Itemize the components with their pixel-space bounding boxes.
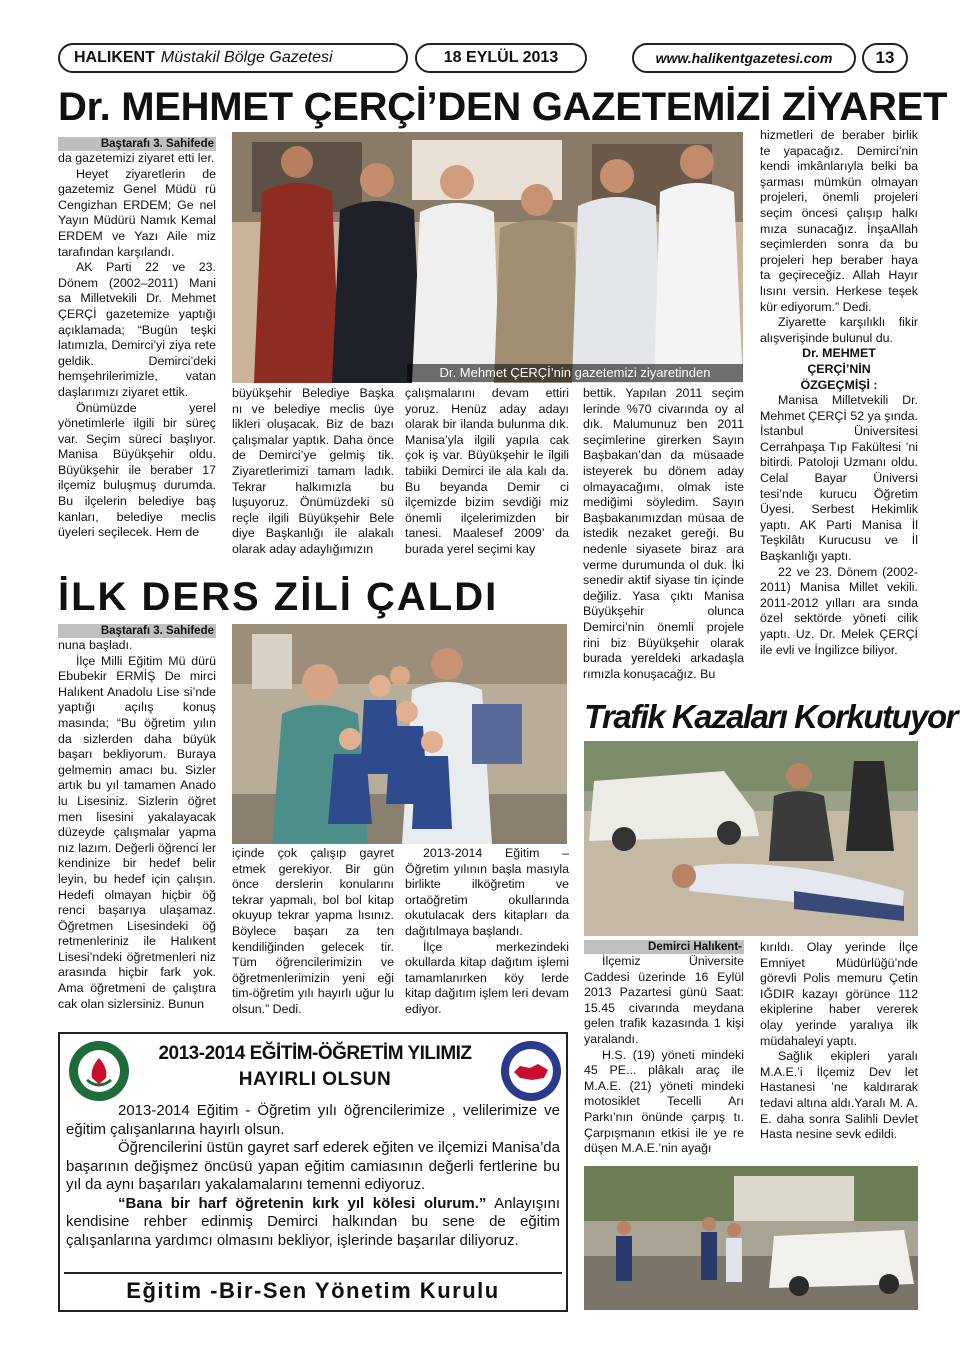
ad-paragraph-3-text: Anlayışını kendisine rehber edinmiş Demirci halkından bu sene de eğitim çalışanlarına yardımcı olmasını bekliyor, işlerinde başarılar diliyoruz. bbox=[66, 1194, 560, 1249]
article1-photo-caption: Dr. Mehmet ÇERÇİ’nin gazetemizi ziyaretinden bbox=[407, 364, 743, 382]
article2-column-3 bbox=[405, 846, 569, 1022]
article2-source: Baştarafı 3. Sahifede bbox=[58, 624, 216, 638]
paragraph: içinde çok çalışıp gayret etmek gerekiyor. Bir gün önce derslerin konularını tekrar yapmalı, bol bol kitap okuyup tekrar yapma lısınız. Böylece başarı za ten kendiliğinden gelecek tir. Tüm öğrencilerimizin ve öğretmenlerimizin yeni eği tim-öğretim yılı hayırlı uğur lu olsun.” Dedi. bbox=[232, 846, 394, 1016]
paper-tagline: Müstakil Bölge Gazetesi bbox=[160, 49, 333, 66]
paragraph: kırıldı. Olay yerinde İlçe Emniyet Müdürlüğü’nde görevli Polis memuru Çetin IĞDIR kazayı görünce 112 ekiplerine haber vererek olay yerinde yaralıya ilk müdahaleyi yaptı. bbox=[760, 940, 918, 1048]
paragraph: çalışmalarını devam ettiri yoruz. Henüz aday adayı olarak bir ilanda bulunma dık. Manisa’yla ilgili yapıla cak çok iş var. Büyükşehir le ilgili tabiiki Demirci ile ala kalı da. Bu beyanda Demir ci ilçemizde bizim sevdiği miz önemli ilçelerimizden bir tanesi. Maalesef 2009’ da burada yerel seçimi kay bbox=[405, 386, 569, 556]
paragraph: Ziyarette karşılıklı fikir alışverişinde bulunul du. bbox=[760, 315, 918, 345]
ad-title-line-2: HAYIRLI OLSUN bbox=[238, 1069, 392, 1090]
ad-box bbox=[58, 1032, 568, 1312]
masthead-paper-name bbox=[58, 43, 408, 73]
article2-headline: İLK DERS ZİLİ ÇALDI bbox=[58, 575, 499, 619]
paragraph: Önümüzde yerel yönetimlerle ilgili bir süreç var. Seçim süreci başlıyor. Manisa Büyükşehir oldu. Büyükşehir ile beraber 17 ilçemiz buluşmuş durumda. Bu ilçelerin belediye baş kanları, belediye meclis üyeleri seçilecek. Hem de bbox=[58, 400, 216, 540]
accident-photo-illustration bbox=[584, 741, 918, 936]
union-logo-icon bbox=[500, 1040, 562, 1102]
ad-signature: Eğitim -Bir-Sen Yönetim Kurulu bbox=[64, 1272, 562, 1308]
paragraph: Sağlık ekipleri yaralı M.A.E.’i İlçemiz Dev let Hastanesi ’ne kaldırarak tedavi altına aldı.Yaralı M. A. E. daha sonra Salihli Devlet Hasta nesine sevk edildi. bbox=[760, 1049, 918, 1142]
article1-column-1 bbox=[58, 151, 216, 569]
ad-title-line-1: 2013-2014 EĞİTİM-ÖĞRETİM YILIMIZ bbox=[158, 1043, 472, 1064]
article2-column-2 bbox=[232, 846, 394, 1022]
paragraph: AK Parti 22 ve 23. Dönem (2002–2011) Mani sa Milletvekili Dr. Mehmet ÇERÇİ gazetemize yaptığı açıklamada; “Bugün teşki latımızla, Demirci’yi ziya rete geldik. Demirci’deki hemşehrilerimizle, vatan daşlarımızı ziyaret ettik. bbox=[58, 260, 216, 399]
paragraph: 22 ve 23. Dönem (2002-2011) Manisa Millet vekili. 2011-2012 yılları ara sında özel sektörde yöneti cilik yaptı. Uz. Dr. Melek ÇERÇİ ile evli ve İngilizce biliyor. bbox=[760, 564, 918, 657]
article3-photo-2 bbox=[584, 1166, 918, 1310]
article1-headline: Dr. MEHMET ÇERÇİ’DEN GAZETEMİZİ ZİYARET bbox=[58, 85, 948, 129]
paragraph: Heyet ziyaretlerin de gazetemiz Genel Müdü rü Cengizhan ERDEM; Ge nel Yayın Müdürü Namık Kemal ERDEM ve Yazı Aile miz tarafından karşılandı. bbox=[58, 166, 216, 259]
article3-photo bbox=[584, 741, 918, 936]
article1-source: Baştarafı 3. Sahifede bbox=[58, 137, 216, 151]
article3-column-2 bbox=[760, 940, 918, 1162]
union-logo-icon bbox=[68, 1040, 130, 1102]
ad-paragraph-2: Öğrencilerini üstün gayret sarf ederek eğiten ve ilçemizi Manisa’da başarının değişmez öncüsü yapan eğitim camiasının değerli fertlerine bu yıl da aynı başarıları yakalamalarını temenni ediyoruz. bbox=[66, 1139, 560, 1193]
paragraph: H.S. (19) yöneti mindeki 45 PE... plâkalı araç ile M.A.E. (21) yöneti mindeki motosiklet Tecelli Arı Parkı’nın önünde çarpış tı. Çarpışmanın etkisi ile ye re düşen M.A.E.’nin ayağı bbox=[584, 1047, 744, 1156]
bio-title: Dr. MEHMET ÇERÇİ’NİN ÖZGEÇMİŞİ : bbox=[800, 346, 878, 392]
group-photo-illustration bbox=[232, 132, 743, 383]
paragraph: nuna başladı. bbox=[58, 638, 133, 652]
paper-name: HALIKENT bbox=[74, 49, 155, 66]
paragraph: hizmetleri de beraber birlik te yapacağız. Demirci’nin kendi imkânlarıyla belki ba şarması mümkün olmayan projeleri, önemli projeleri seçim öncesi çalışıp halkı mıza sunacağız. İnşaAllah seçimlerden sonra da bu projeleri hep beraber haya ta geçireceğiz. Allah Hayır lısını versin. Herkese teşek kür ediyorum.” Dedi. bbox=[760, 128, 918, 314]
article3-source: Demirci Halıkent- bbox=[584, 940, 744, 954]
paragraph: İlçemiz Üniversite Caddesi üzerinde 16 Eylül 2013 Pazartesi günü Saat: 15.45 civarında meydana gelen trafik kazasında 1 kişi yaralandı. bbox=[584, 954, 744, 1046]
paragraph: İlçe merkezindeki okullarda kitap dağıtım işlemi tamamlanırken köy lerde kitap dağıtım işlem leri devam ediyor. bbox=[405, 939, 569, 1016]
paragraph: 2013-2014 Eğitim – Öğretim yılının başla masıyla birlikte ilköğretim ve ortaöğretim okullarında okutulacak ders kitapları da dağıtılmaya başlandı. bbox=[405, 846, 569, 938]
paragraph: İlçe Milli Eğitim Mü dürü Ebubekir ERMİŞ De mirci Halıkent Anadolu Lise si’nde yaptığı açılış konuş masında; “Bu öğretim yılın da sizlerden daha büyük başarı bekliyorum. Buraya gelmemin amacı bu. Sizler artık bu yıl tamamen Anado lu Lisesiniz. Sizlerin öğret men lisesini yakalayacak düzeyde çalışmalar yapma nız lazım. Değerli öğrenci ler kendinize bir hedef belir leyin, bu hedef için çalışın. Hedefi olmayan hiçbir öğ renci başarıya ulaşamaz. Öğretmen Lisesindeki öğ retmenleriniz ile Halıkent Lisesi’ndeki öğretmenleri niz arasında hiçbir fark yok. Ama öğretmeni de çalıştıra cak olan sizlersiniz. Bunun bbox=[58, 653, 216, 1011]
memur-sen-logo bbox=[500, 1040, 562, 1102]
masthead-website[interactable]: www.halikentgazetesi.com bbox=[632, 43, 856, 73]
ad-quote: “Bana bir harf öğretenin kırk yıl kölesi olurum.” bbox=[118, 1194, 487, 1212]
article1-column-5 bbox=[760, 128, 918, 688]
school-photo-illustration bbox=[232, 624, 567, 844]
paragraph: Manisa Milletvekili Dr. Mehmet ÇERÇİ 52 ya şında. İstanbul Üniversitesi Cerrahpaşa Tıp Fakültesi ’ni bitirdi. Patoloji Uzmanı oldu. Celal Bayar Üniversi tesi’nde kurucu Öğretim Üyesi. Serbest Hekimlik yaptı. AK Parti Manisa İl Teşkilâtı Kurucusu ve İl Başkanlığı yaptı. bbox=[760, 393, 918, 564]
egitim-bir-sen-logo bbox=[68, 1040, 130, 1102]
page-number: 13 bbox=[862, 43, 908, 73]
article1-column-3 bbox=[405, 386, 569, 569]
article1-column-2 bbox=[232, 386, 394, 569]
street-photo-illustration bbox=[584, 1166, 918, 1310]
article3-column-1 bbox=[584, 954, 744, 1162]
masthead-date: 18 EYLÜL 2013 bbox=[415, 43, 587, 73]
paragraph: da gazetemizi ziyaret etti ler. bbox=[58, 151, 215, 165]
article2-column-1 bbox=[58, 638, 216, 1022]
article1-photo bbox=[232, 132, 743, 383]
article3-headline: Trafik Kazaları Korkutuyor bbox=[584, 698, 958, 735]
article2-photo bbox=[232, 624, 567, 844]
ad-paragraph-1: 2013-2014 Eğitim - Öğretim yılı öğrencilerimize , velilerimize ve eğitim çalışanlarına hayırlı olsun. bbox=[66, 1102, 560, 1138]
ad-body bbox=[66, 1102, 560, 1250]
paragraph: bettik. Yapılan 2011 seçim lerinde %70 civarında oy al dık. Malumunuz ben 2011 seçimlerine girerken Sayın Başbakan’dan da müsaade isteyerek bu dönem aday olmayacağımı, olmak iste mediğimi söyledim. Sayın Başbakanımızdan müsaa de istedik nezaket gereği. Bu nedenle siyasete biraz ara verme durumunda ol duk. İki senedir aktif siyase tin içinde değiliz. Yasa çıktı Manisa Büyükşehir olunca Demirci’nin önemli projele rini biz Büyükşehir olarak burada yereldeki arkadaşla rımızla konuşacağız. Bu bbox=[583, 386, 744, 681]
article1-column-4 bbox=[583, 386, 744, 688]
ad-paragraph-3 bbox=[66, 1195, 560, 1251]
paragraph: büyükşehir Belediye Başka nı ve belediye meclis üye likleri oluşacak. Biz de bazı çalışmalar yaptık. Daha önce de Demirci’ye gelmiş tik. Ziyaretlerimizi tamam ladık. Tekrar halkımızla bu luşuyoruz. Önümüzdeki sü reçle ilgili Büyükşehir Bele diye Başkanlığı ile alakalı olarak aday adaylığımızın bbox=[232, 386, 394, 556]
